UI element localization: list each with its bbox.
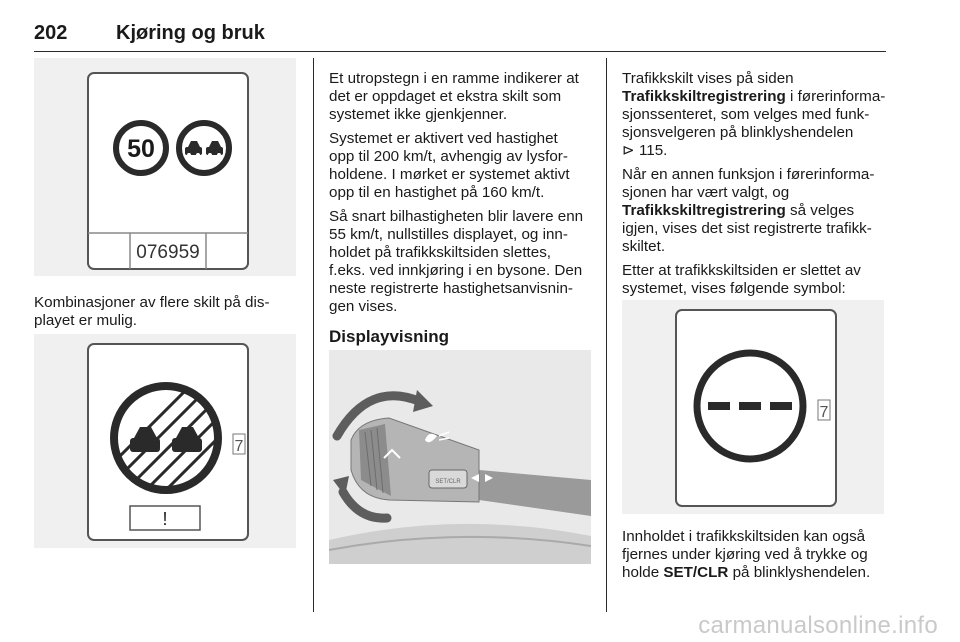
figure-end-no-overtaking-sign <box>34 334 296 548</box>
badge-7: 7 <box>234 438 244 455</box>
paragraph-clear-while-driving: Innholdet i trafikkskiltsiden kan også fjernes under kjøring ved å trykke og holde SET/CLR på blinklyshendelen. <box>622 528 871 581</box>
paragraph-symbol-intro: Etter at trafikkskiltsiden er slettet av systemet, vises følgende symbol: <box>622 262 861 297</box>
figure-cleared-sign-symbol <box>622 300 884 514</box>
watermark: carmanualsonline.info <box>698 612 938 639</box>
paragraph-other-function: Når en annen funksjon i førerinforma- sjonen har vært valgt, og Trafikkskiltregistrering så velges igjen, vises det sist registrerte trafikk- skiltet. <box>622 166 875 255</box>
badge-7: 7 <box>819 404 829 421</box>
paragraph-reset: Så snart bilhastigheten blir lavere enn 55 km/t, nullstilles displayet, og inn- holdet på trafikkskiltsiden slettes, f.eks. ved innkjøring i en bysone. Den neste registrerte hastighetsanvisnin- gen vises. <box>329 208 584 315</box>
page-reference-icon: ⊳ <box>622 142 639 159</box>
paragraph-activation: Systemet er aktivert ved hastighet opp til 200 km/t, avhengig av lysfor- holdene. I mørket er systemet aktivt opp til en hastighet på 160 km/t. <box>329 130 570 201</box>
column-divider-2 <box>606 58 607 612</box>
figure-speed-limit-sign <box>34 58 296 276</box>
paragraph-traffic-signs-page: Trafikkskilt vises på siden Trafikkskiltregistrering i førerinforma- sjonssenteret, som velges med funk- sjonsvelgeren på blinklyshendelen ⊳ 115. <box>622 70 886 159</box>
page-reference-link[interactable]: 115. <box>638 142 668 159</box>
speed-limit-value: 50 <box>127 135 155 163</box>
page-number: 202 <box>34 22 68 44</box>
chapter-title: Kjøring og bruk <box>116 22 265 44</box>
column-2-text <box>329 70 599 352</box>
set-clr-button-label: SET/CLR <box>435 479 461 485</box>
caption-combinations: Kombinasjoner av flere skilt på dis- playet er mulig. <box>34 294 270 329</box>
paragraph-exclamation: Et utropstegn i en ramme indikerer at det er oppdaget et ekstra skilt som systemet ikke gjenkjenner. <box>329 70 579 123</box>
column-1-text <box>34 294 304 336</box>
column-3-bottom-text <box>622 528 892 588</box>
sign-code: 076959 <box>136 242 200 263</box>
page-header <box>34 22 886 52</box>
column-divider-1 <box>313 58 314 612</box>
section-heading: Displayvisning <box>329 327 449 346</box>
dash-icon <box>708 402 792 410</box>
exclamation-mark: ! <box>162 509 168 529</box>
figure-turn-signal-lever <box>329 350 591 564</box>
column-3-text <box>622 70 892 304</box>
